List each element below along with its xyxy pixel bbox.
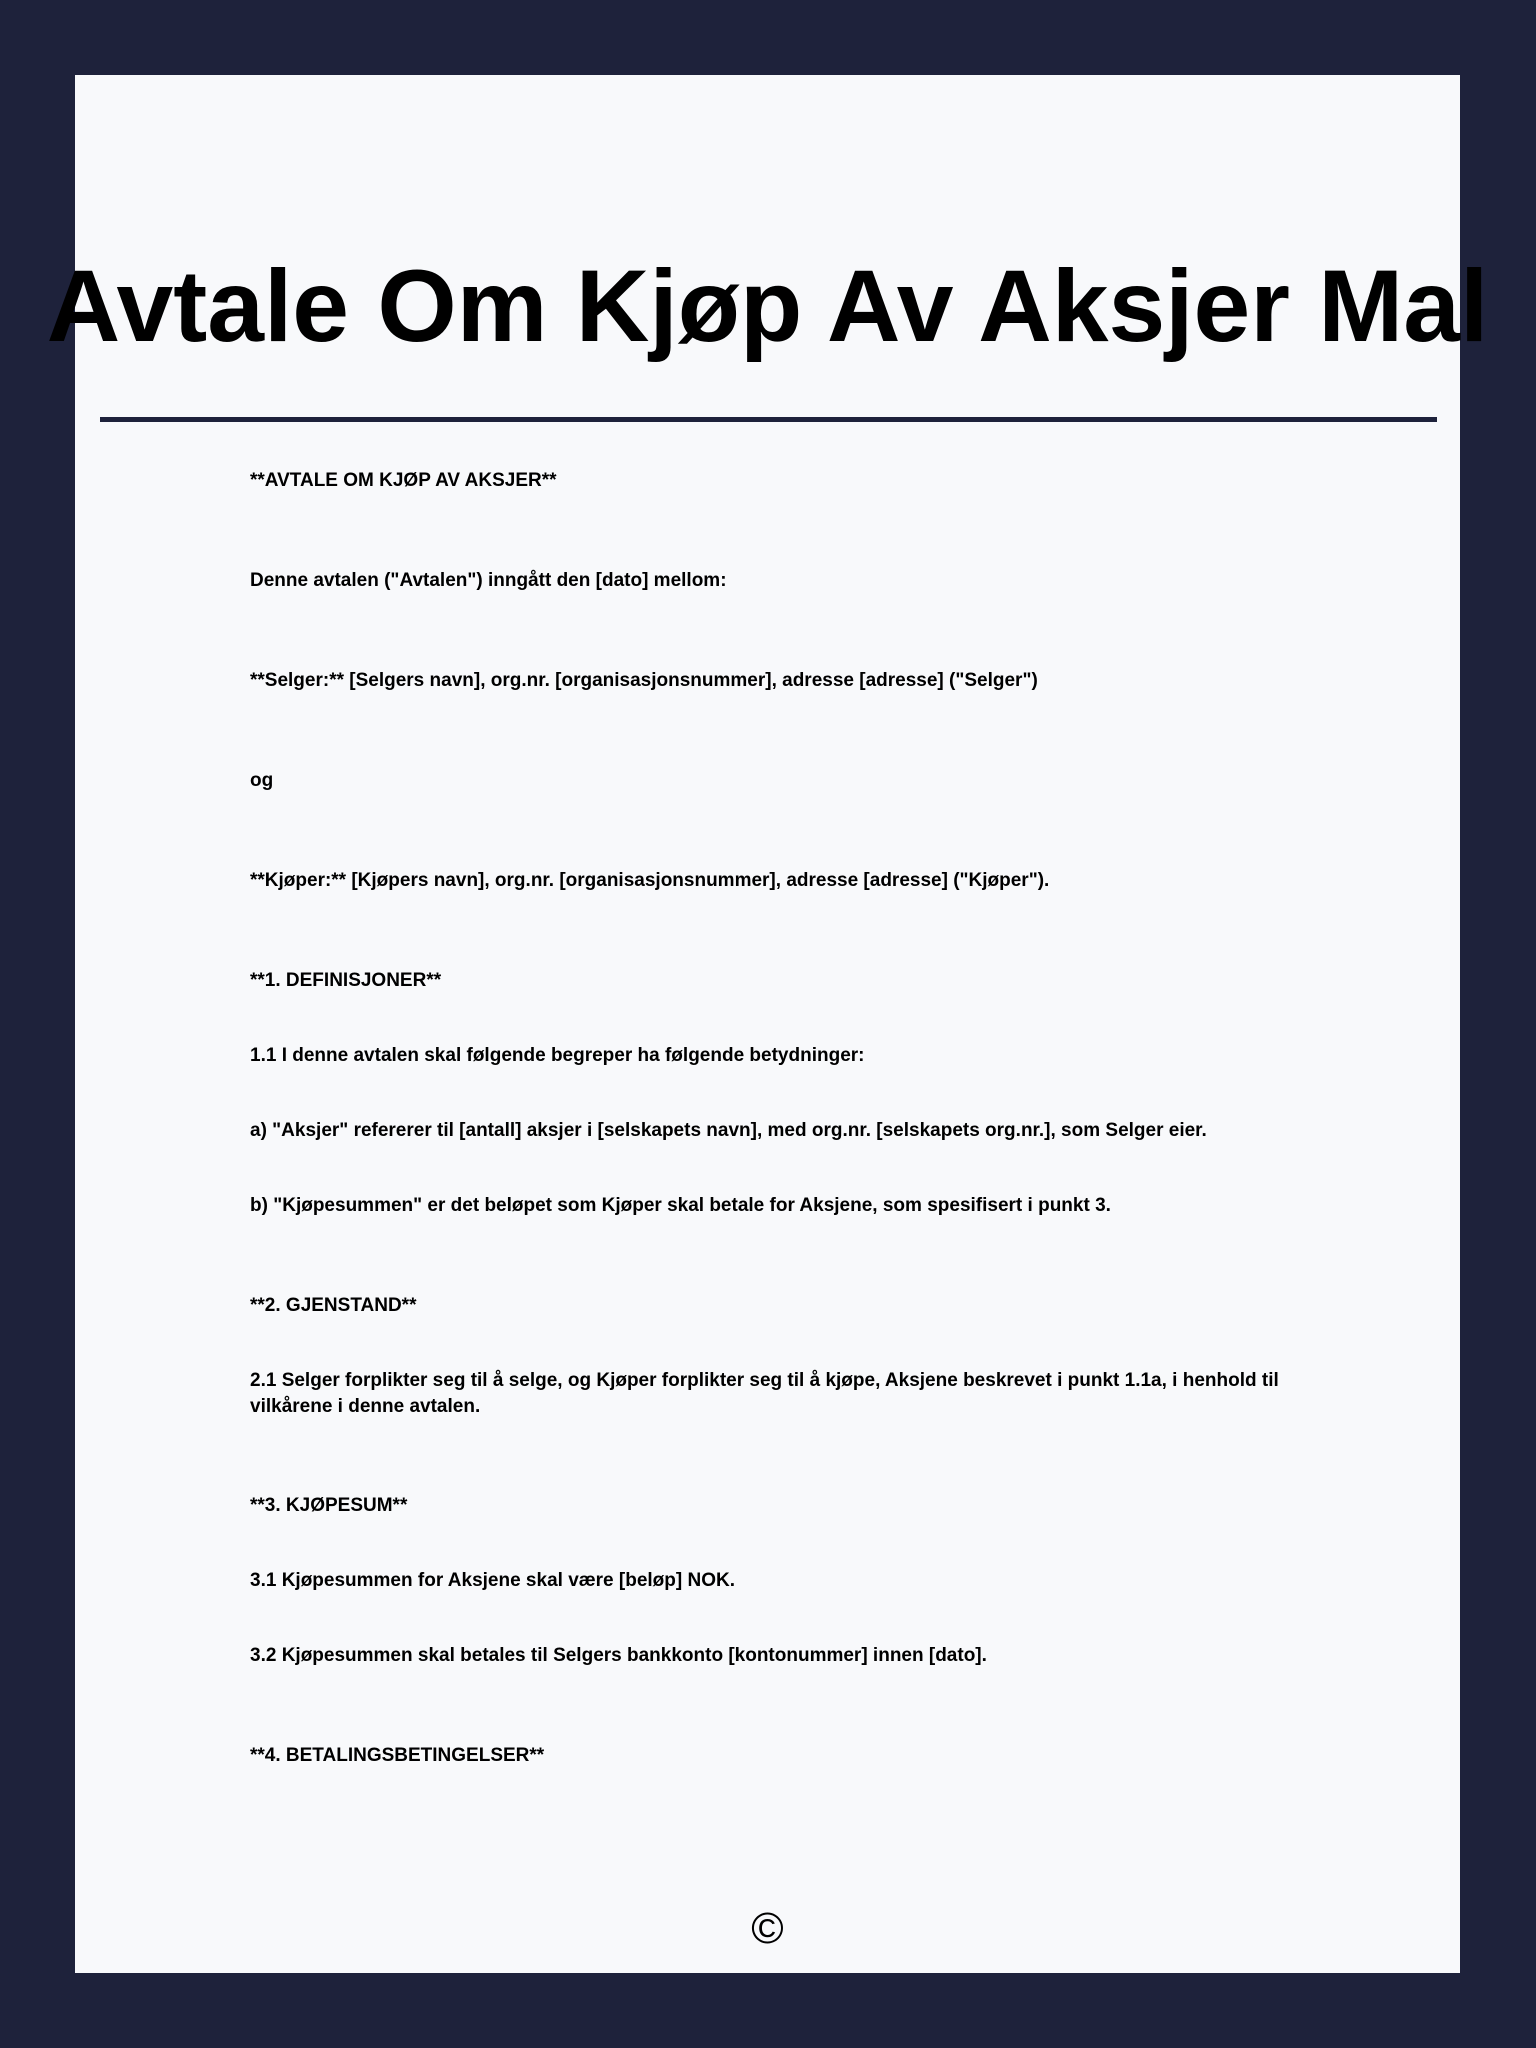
clause-2-1: 2.1 Selger forplikter seg til å selge, og Kjøper forplikter seg til å kjøpe, Aksjene beskrevet i punkt 1.1a, i henhold til vilkårene i denne avtalen. bbox=[250, 1370, 1279, 1417]
section-3-heading: **3. KJØPESUM** bbox=[250, 1495, 408, 1516]
section-4-heading: **4. BETALINGSBETINGELSER** bbox=[250, 1745, 545, 1766]
title-divider bbox=[100, 417, 1437, 422]
clause-1-1: 1.1 I denne avtalen skal følgende begreper ha følgende betydninger: bbox=[250, 1045, 865, 1066]
buyer-paragraph: **Kjøper:** [Kjøpers navn], org.nr. [organisasjonsnummer], adresse [adresse] ("Kjøper"). bbox=[250, 870, 1050, 891]
section-1-heading: **1. DEFINISJONER** bbox=[250, 970, 442, 991]
and-paragraph: og bbox=[250, 770, 274, 791]
page-title: Avtale Om Kjøp Av Aksjer Mal bbox=[46, 249, 1489, 363]
agreement-heading: **AVTALE OM KJØP AV AKSJER** bbox=[250, 470, 557, 491]
intro-paragraph: Denne avtalen ("Avtalen") inngått den [dato] mellom: bbox=[250, 570, 727, 591]
document-card bbox=[46, 75, 1489, 1973]
clause-3-2: 3.2 Kjøpesummen skal betales til Selgers bankkonto [kontonummer] innen [dato]. bbox=[250, 1645, 987, 1666]
clause-3-1: 3.1 Kjøpesummen for Aksjene skal være [beløp] NOK. bbox=[250, 1570, 735, 1591]
seller-paragraph: **Selger:** [Selgers navn], org.nr. [organisasjonsnummer], adresse [adresse] ("Selger") bbox=[250, 670, 1038, 691]
clause-1-1-a: a) "Aksjer" refererer til [antall] aksjer i [selskapets navn], med org.nr. [selskapets org.nr.], som Selger eier. bbox=[250, 1120, 1207, 1141]
section-2-heading: **2. GJENSTAND** bbox=[250, 1295, 417, 1316]
clause-1-1-b: b) "Kjøpesummen" er det beløpet som Kjøper skal betale for Aksjene, som spesifisert i punkt 3. bbox=[250, 1195, 1111, 1216]
copyright-icon: © bbox=[751, 1904, 784, 1953]
